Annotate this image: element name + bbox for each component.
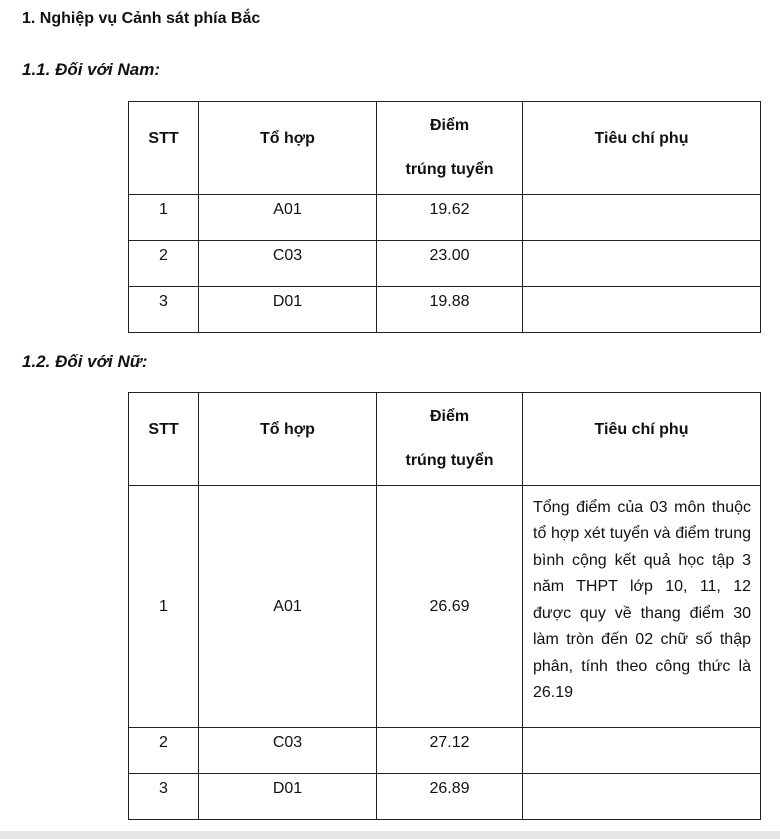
cell-to-hop: C03 bbox=[199, 728, 377, 774]
score-table-nam bbox=[128, 101, 761, 333]
section-heading-nam: 1.1. Đối với Nam: bbox=[22, 60, 161, 79]
cell-to-hop: A01 bbox=[199, 195, 377, 241]
cell-tieu-chi bbox=[523, 241, 761, 287]
section-heading-nu: 1.2. Đối với Nữ: bbox=[22, 352, 148, 371]
cell-diem: 19.62 bbox=[377, 195, 523, 241]
cell-stt: 3 bbox=[129, 774, 199, 820]
table-row bbox=[129, 486, 761, 728]
cell-tieu-chi: Tổng điểm của 03 môn thuộc tổ hợp xét tuyển và điểm trung bình cộng kết quả học tập 3 năm THPT lớp 10, 11, 12 được quy về thang điểm 30 làm tròn đến 02 chữ số thập phân, tính theo công thức là 26.19 bbox=[523, 486, 761, 728]
table-row bbox=[129, 774, 761, 820]
page-title: 1. Nghiệp vụ Cảnh sát phía Bắc bbox=[22, 10, 261, 27]
cell-tieu-chi bbox=[523, 728, 761, 774]
cell-diem: 19.88 bbox=[377, 287, 523, 333]
bottom-divider bbox=[0, 831, 780, 839]
cell-to-hop: D01 bbox=[199, 287, 377, 333]
header-to-hop: Tổ hợp bbox=[199, 393, 377, 486]
cell-tieu-chi bbox=[523, 287, 761, 333]
header-diem-trung-tuyen bbox=[377, 102, 523, 195]
table-row bbox=[129, 728, 761, 774]
cell-stt: 2 bbox=[129, 728, 199, 774]
cell-to-hop: A01 bbox=[199, 486, 377, 728]
cell-tieu-chi bbox=[523, 195, 761, 241]
score-table-nu bbox=[128, 392, 761, 820]
cell-stt: 2 bbox=[129, 241, 199, 287]
header-diem-line1: Điểm bbox=[429, 117, 470, 134]
cell-diem: 27.12 bbox=[377, 728, 523, 774]
cell-diem: 26.69 bbox=[377, 486, 523, 728]
table-row bbox=[129, 287, 761, 333]
header-tieu-chi-phu: Tiêu chí phụ bbox=[523, 102, 761, 195]
header-diem-line2: trúng tuyển bbox=[405, 161, 494, 178]
table-header-row bbox=[129, 102, 761, 195]
cell-tieu-chi bbox=[523, 774, 761, 820]
header-stt: STT bbox=[129, 102, 199, 195]
header-tieu-chi-phu: Tiêu chí phụ bbox=[523, 393, 761, 486]
cell-stt: 1 bbox=[129, 195, 199, 241]
cell-to-hop: D01 bbox=[199, 774, 377, 820]
cell-stt: 1 bbox=[129, 486, 199, 728]
table-header-row bbox=[129, 393, 761, 486]
header-diem-line2: trúng tuyển bbox=[405, 452, 494, 469]
table-row bbox=[129, 241, 761, 287]
header-to-hop: Tổ hợp bbox=[199, 102, 377, 195]
cell-stt: 3 bbox=[129, 287, 199, 333]
header-stt: STT bbox=[129, 393, 199, 486]
cell-diem: 26.89 bbox=[377, 774, 523, 820]
table-row bbox=[129, 195, 761, 241]
cell-diem: 23.00 bbox=[377, 241, 523, 287]
header-diem-line1: Điểm bbox=[429, 408, 470, 425]
header-diem-trung-tuyen bbox=[377, 393, 523, 486]
cell-to-hop: C03 bbox=[199, 241, 377, 287]
